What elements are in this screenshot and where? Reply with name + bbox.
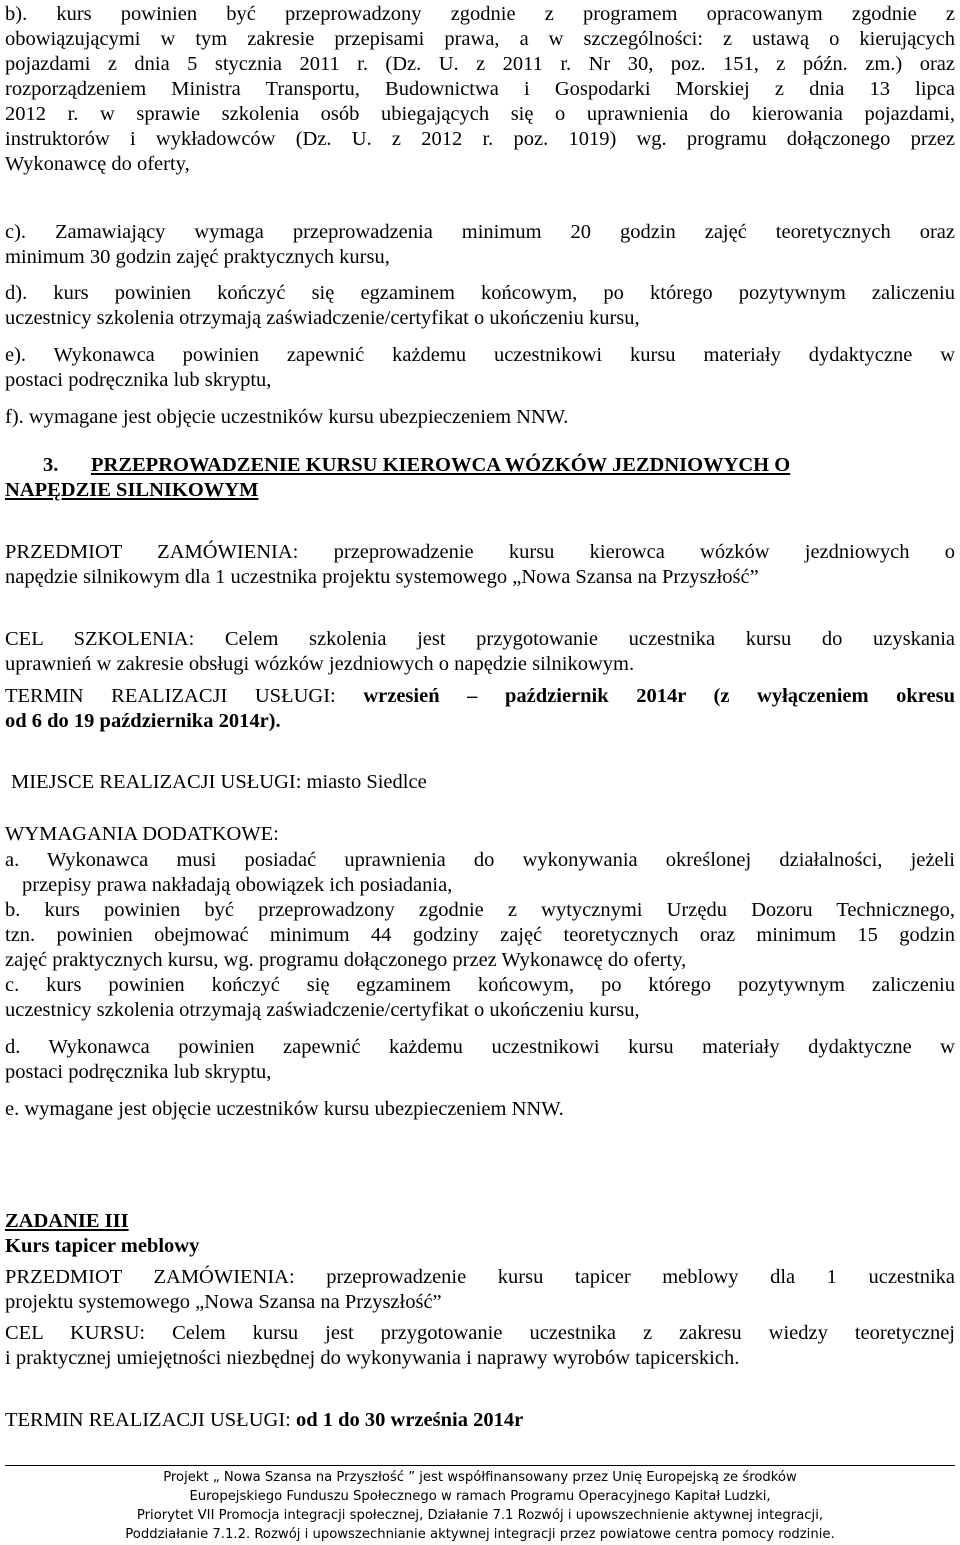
- zadanie-3-goal: [5, 1321, 955, 1371]
- text-line: przepisy prawa nakładają obowiązek ich posiadania,: [22, 874, 453, 896]
- text-line: Wykonawcę do oferty,: [5, 153, 190, 175]
- text-line: b). kurs powinien być przeprowadzony zgodnie z programem opracowanym zgodnie z: [5, 3, 955, 25]
- text-line: PRZEDMIOT ZAMÓWIENIA: przeprowadzenie kursu kierowca wózków jezdniowych o: [5, 541, 955, 563]
- text-line: WYMAGANIA DODATKOWE:: [5, 823, 279, 845]
- text-line: c. kurs powinien kończyć się egzaminem końcowym, po którego pozytywnym zaliczeniu: [5, 974, 955, 996]
- footer-divider: [5, 1465, 955, 1466]
- footer-line: Poddziałanie 7.1.2. Rozwój i upowszechnianie aktywnej integracji przez powiatowe centra pomocy rodzinie.: [125, 1527, 835, 1542]
- text-line: e. wymagane jest objęcie uczestników kursu ubezpieczeniem NNW.: [5, 1098, 564, 1120]
- term-value-cont: od 6 do 19 października 2014r).: [5, 710, 281, 732]
- item-b: [5, 2, 955, 177]
- text-line: b. kurs powinien być przeprowadzony zgodnie z wytycznymi Urzędu Dozoru Technicznego,: [5, 899, 955, 921]
- term-label: TERMIN REALIZACJI USŁUGI:: [5, 685, 336, 707]
- section-3-term: [5, 684, 955, 734]
- text-line: CEL KURSU: Celem kursu jest przygotowanie uczestnika z zakresu wiedzy teoretycznej: [5, 1322, 955, 1344]
- section-title-line: NAPĘDZIE SILNIKOWYM: [5, 479, 259, 501]
- requirement-d: [5, 1035, 955, 1085]
- text-line: rozporządzeniem Ministra Transportu, Budownictwa i Gospodarki Morskiej z dnia 13 lipca: [5, 78, 955, 100]
- footer-line: Projekt „ Nowa Szansa na Przyszłość ” jest współfinansowany przez Unię Europejską ze środków: [163, 1470, 797, 1485]
- requirement-c: [5, 973, 955, 1023]
- text-line: pojazdami z dnia 5 stycznia 2011 r. (Dz. U. z 2011 r. Nr 30, poz. 151, z późn. zm.) oraz: [5, 53, 955, 75]
- requirement-e: [5, 1097, 955, 1122]
- requirements-heading: [5, 822, 955, 847]
- text-line: uczestnicy szkolenia otrzymają zaświadczenie/certyfikat o ukończeniu kursu,: [5, 999, 640, 1021]
- zadanie-3-subject: [5, 1265, 955, 1315]
- term-value: wrzesień – październik 2014r (z wyłączeniem okresu: [363, 685, 956, 707]
- text-line: minimum 30 godzin zajęć praktycznych kursu,: [5, 246, 390, 268]
- text-line: MIEJSCE REALIZACJI USŁUGI: miasto Siedlce: [11, 771, 427, 793]
- text-line: d. Wykonawca powinien zapewnić każdemu uczestnikowi kursu materiały dydaktyczne w: [5, 1036, 955, 1058]
- footer: [5, 1468, 955, 1544]
- text-line: f). wymagane jest objęcie uczestników kursu ubezpieczeniem NNW.: [5, 406, 569, 428]
- text-line: postaci podręcznika lub skryptu,: [5, 369, 272, 391]
- course-name: Kurs tapicer meblowy: [5, 1235, 200, 1257]
- requirement-a: [5, 848, 955, 898]
- text-line: CEL SZKOLENIA: Celem szkolenia jest przygotowanie uczestnika kursu do uzyskania: [5, 628, 955, 650]
- section-3-title: [5, 453, 955, 503]
- text-line: obowiązującymi w tym zakresie przepisami prawa, a w szczególności: z ustawą o kierujących: [5, 28, 955, 50]
- text-line: projektu systemowego „Nowa Szansa na Przyszłość”: [5, 1291, 442, 1313]
- section-3-subject: [5, 540, 955, 590]
- item-d: [5, 281, 955, 331]
- text-line: PRZEDMIOT ZAMÓWIENIA: przeprowadzenie kursu tapicer meblowy dla 1 uczestnika: [5, 1266, 955, 1288]
- item-f: [5, 405, 955, 430]
- term-label: TERMIN REALIZACJI USŁUGI:: [5, 1409, 291, 1431]
- text-line: zajęć praktycznych kursu, wg. programu dołączonego przez Wykonawcę do oferty,: [5, 949, 687, 971]
- text-line: uczestnicy szkolenia otrzymają zaświadczenie/certyfikat o ukończeniu kursu,: [5, 307, 640, 329]
- text-line: c). Zamawiający wymaga przeprowadzenia minimum 20 godzin zajęć teoretycznych oraz: [5, 221, 955, 243]
- text-line: d). kurs powinien kończyć się egzaminem końcowym, po którego pozytywnym zaliczeniu: [5, 282, 955, 304]
- task-heading: ZADANIE III: [5, 1210, 129, 1232]
- section-3-goal: [5, 627, 955, 677]
- zadanie-3-term: [5, 1408, 955, 1433]
- text-line: i praktycznej umiejętności niezbędnej do wykonywania i naprawy wyrobów tapicerskich.: [5, 1347, 740, 1369]
- footer-line: Priorytet VII Promocja integracji społecznej, Działanie 7.1 Rozwój i upowszechnienie aktywnej integracji,: [136, 1508, 824, 1523]
- term-value: od 1 do 30 września 2014r: [295, 1409, 524, 1431]
- text-line: 2012 r. w sprawie szkolenia osób ubiegających się o uprawnienia do kierowania pojazdami,: [5, 103, 955, 125]
- section-3-place: [5, 770, 955, 795]
- text-line: napędzie silnikowym dla 1 uczestnika projektu systemowego „Nowa Szansa na Przyszłość”: [5, 566, 759, 588]
- footer-line: Europejskiego Funduszu Społecznego w ramach Programu Operacyjnego Kapitał Ludzki,: [189, 1489, 771, 1504]
- requirement-b: [5, 898, 955, 973]
- text-line: instruktorów i wykładowców (Dz. U. z 2012 r. poz. 1019) wg. programu dołączonego przez: [5, 128, 955, 150]
- text-line: uprawnień w zakresie obsługi wózków jezdniowych o napędzie silnikowym.: [5, 653, 635, 675]
- text-line: postaci podręcznika lub skryptu,: [5, 1061, 272, 1083]
- text-line: tzn. powinien obejmować minimum 44 godziny zajęć teoretycznych oraz minimum 15 godzin: [5, 924, 955, 946]
- text-line: e). Wykonawca powinien zapewnić każdemu uczestnikowi kursu materiały dydaktyczne w: [5, 344, 955, 366]
- section-title-line: PRZEPROWADZENIE KURSU KIEROWCA WÓZKÓW JEZDNIOWYCH O: [91, 454, 791, 476]
- item-e: [5, 343, 955, 393]
- section-number: 3.: [43, 454, 59, 476]
- zadanie-3-heading: [5, 1209, 955, 1259]
- text-line: a. Wykonawca musi posiadać uprawnienia do wykonywania określonej działalności, jeżeli: [5, 849, 955, 871]
- item-c: [5, 220, 955, 270]
